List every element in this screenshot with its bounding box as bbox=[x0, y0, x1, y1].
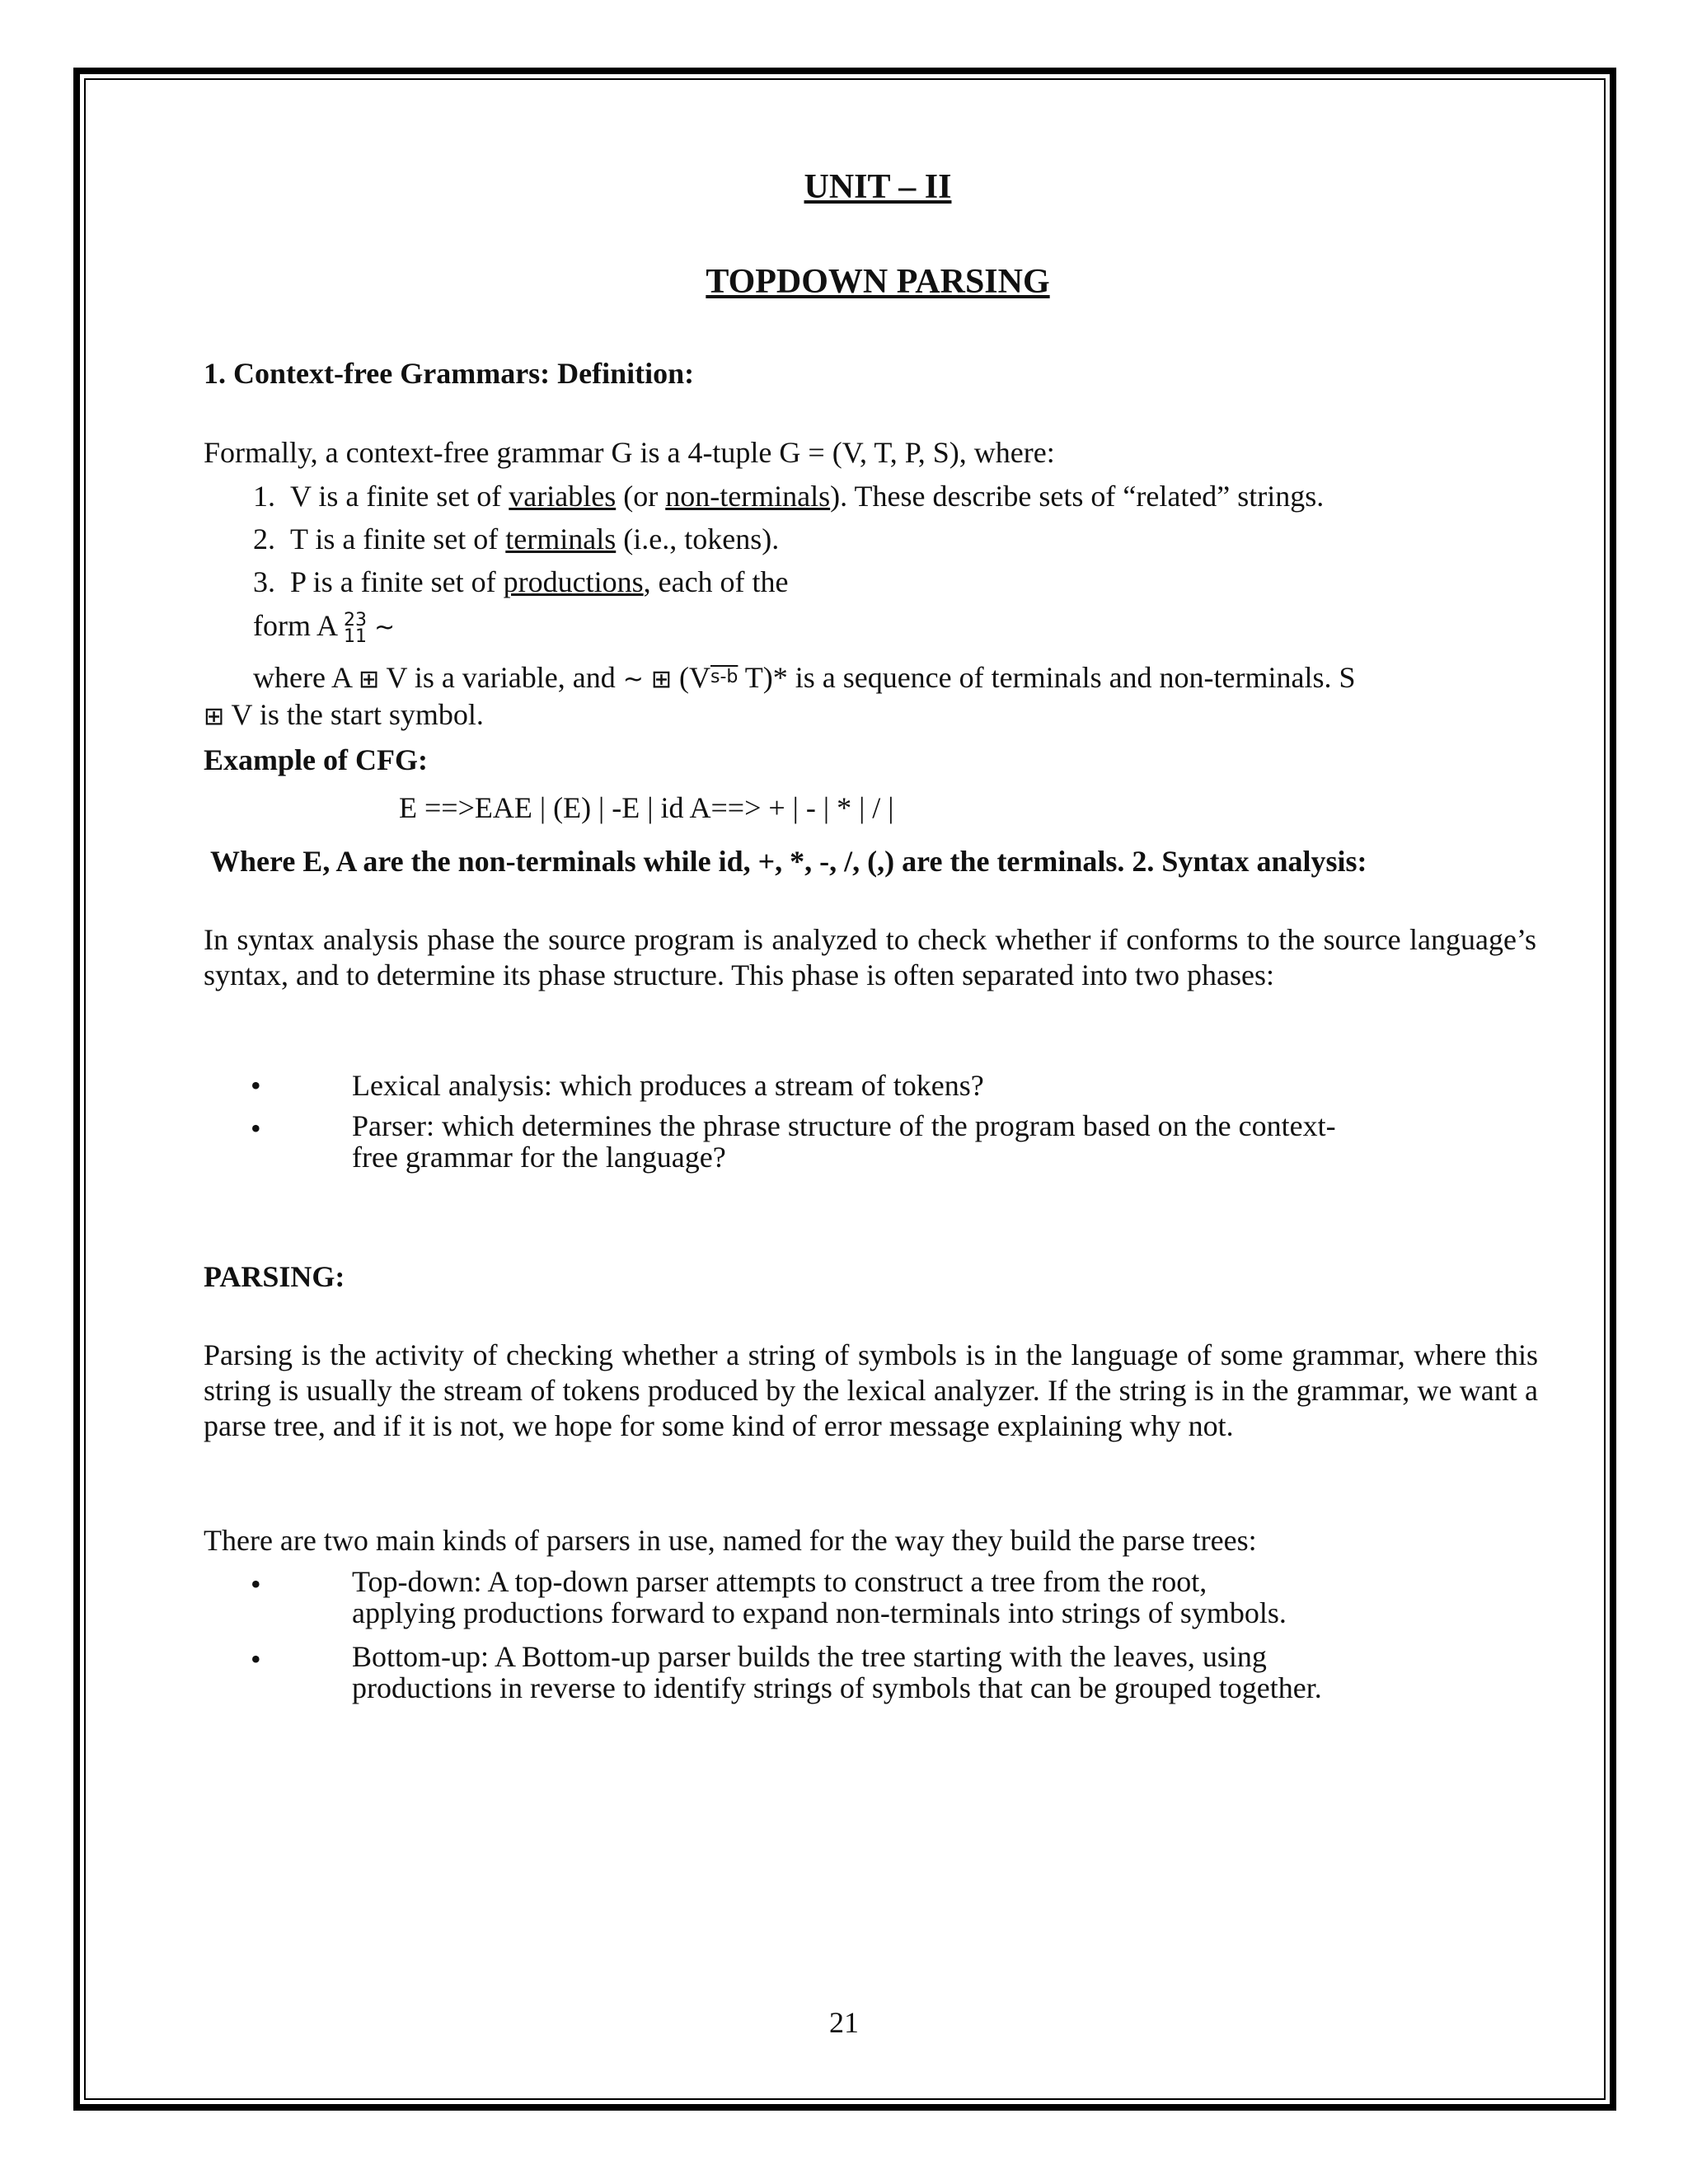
bullet-icon: • bbox=[251, 1112, 261, 1145]
unit-title: UNIT – II bbox=[804, 168, 952, 206]
term-productions: productions bbox=[503, 565, 644, 598]
element-of-icon: ⊞ bbox=[650, 665, 672, 694]
cfg-where-line: where A ⊞ V is a variable, and ~ ⊞ (Vs-b T)* is a sequence of terminals and non-terminals. S bbox=[253, 661, 1356, 694]
parser-kinds-intro: There are two main kinds of parsers in use, named for the way they build the parse trees: bbox=[204, 1524, 1257, 1557]
cfg-item-1: 1. V is a finite set of variables (or non-terminals). These describe sets of “related” strings. bbox=[253, 480, 1325, 513]
syntax-paragraph: In syntax analysis phase the source program is analyzed to check whether if conforms to the source language’s syntax, and to determine its phase structure. This phase is often separated into two phases: bbox=[204, 923, 1536, 991]
union-symbol: s-b bbox=[710, 667, 738, 687]
terminals-note: Where E, A are the non-terminals while id, +, *, -, /, (,) are the terminals. 2. Syntax analysis: bbox=[210, 845, 1367, 878]
tilde-symbol: ~ bbox=[622, 665, 644, 694]
term-non-terminals: non-terminals bbox=[665, 480, 831, 513]
term-variables: variables bbox=[509, 480, 617, 513]
page-number: 21 bbox=[829, 2006, 859, 2039]
parsing-paragraph: Parsing is the activity of checking whether a string of symbols is in the language of some grammar, where this string is usually the stream of tokens produced by the lexical analyzer. If the string is in the grammar, we want a parse tree, and if it is not, we hope for some kind of error message explaining why not. bbox=[204, 1338, 1538, 1442]
syntax-bullet-1: Lexical analysis: which produces a stream of tokens? bbox=[352, 1069, 984, 1102]
element-of-icon: ⊞ bbox=[204, 702, 225, 731]
parser-bullet-topdown: Top-down: A top-down parser attempts to construct a tree from the root, applying productions forward to expand non-terminals into strings of symbols. bbox=[352, 1565, 1287, 1629]
bullet-icon: • bbox=[251, 1069, 261, 1102]
example-heading: Example of CFG: bbox=[204, 743, 428, 776]
parsing-heading: PARSING: bbox=[204, 1260, 345, 1293]
bullet-icon: • bbox=[251, 1643, 261, 1675]
element-of-icon: ⊞ bbox=[358, 665, 380, 694]
item-number: 1. bbox=[253, 480, 275, 513]
page-title: TOPDOWN PARSING bbox=[706, 263, 1050, 301]
cfg-item-2: 2. T is a finite set of terminals (i.e., tokens). bbox=[253, 523, 780, 555]
cfg-form-line: form A 23 11 ~ bbox=[253, 609, 396, 647]
cfg-intro: Formally, a context-free grammar G is a 4-tuple G = (V, T, P, S), where: bbox=[204, 436, 1055, 469]
section-heading-cfg: 1. Context-free Grammars: Definition: bbox=[204, 357, 695, 390]
bullet-icon: • bbox=[251, 1568, 261, 1601]
term-terminals: terminals bbox=[505, 523, 617, 555]
garbled-superscript: 23 11 bbox=[344, 609, 368, 647]
parser-bullet-bottomup: Bottom-up: A Bottom-up parser builds the tree starting with the leaves, using productions in reverse to identify strings of symbols that can be grouped together. bbox=[352, 1640, 1322, 1704]
syntax-bullet-2: Parser: which determines the phrase structure of the program based on the context- free grammar for the language? bbox=[352, 1109, 1336, 1174]
example-grammar: E ==>EAE | (E) | -E | id A==> + | - | * | / | bbox=[399, 791, 894, 824]
item-number: 2. bbox=[253, 523, 275, 555]
item-number: 3. bbox=[253, 565, 275, 598]
tilde-symbol: ~ bbox=[374, 613, 396, 642]
cfg-start-line: ⊞ V is the start symbol. bbox=[204, 698, 484, 731]
cfg-item-3: 3. P is a finite set of productions, each of the bbox=[253, 565, 789, 598]
